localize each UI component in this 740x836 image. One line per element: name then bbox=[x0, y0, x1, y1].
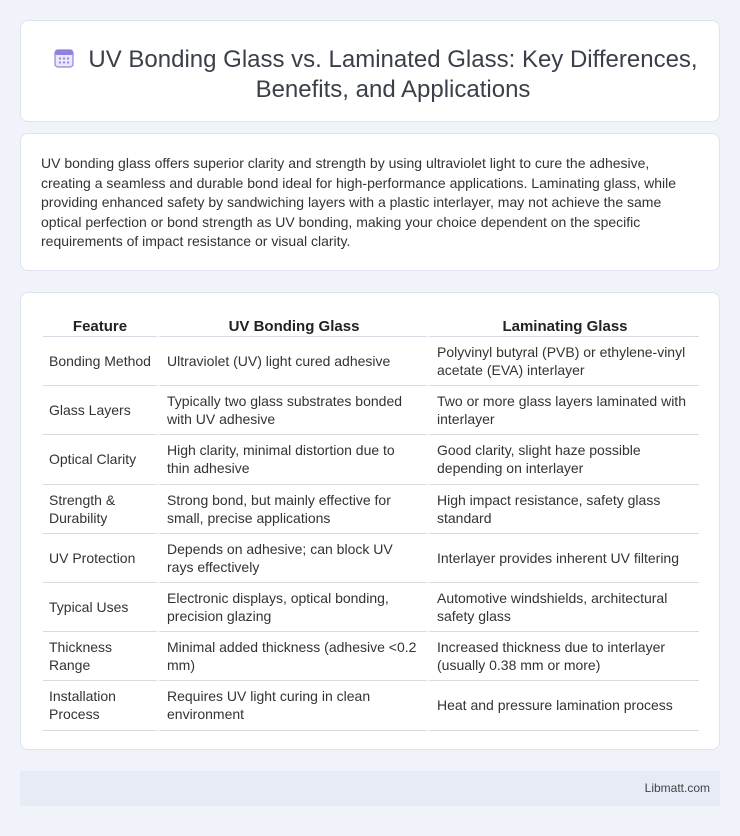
uv-bonding-cell: Minimal added thickness (adhesive <0.2 mm) bbox=[157, 632, 427, 681]
footer bbox=[20, 771, 720, 806]
comparison-table bbox=[43, 315, 699, 731]
uv-bonding-cell: Ultraviolet (UV) light cured adhesive bbox=[157, 337, 427, 386]
column-header-laminating: Laminating Glass bbox=[427, 315, 699, 337]
uv-bonding-cell: Strong bond, but mainly effective for small, precise applications bbox=[157, 485, 427, 534]
laminating-cell: Heat and pressure lamination process bbox=[427, 681, 699, 730]
feature-cell: Bonding Method bbox=[43, 337, 157, 386]
table-row bbox=[43, 435, 699, 484]
uv-bonding-cell: Requires UV light curing in clean environment bbox=[157, 681, 427, 730]
table-row bbox=[43, 632, 699, 681]
table-row bbox=[43, 534, 699, 583]
intro-paragraph: UV bonding glass offers superior clarity and strength by using ultraviolet light to cure the adhesive, creating a seamless and durable bond ideal for high-performance applications. Laminating glass, while providing enhanced safety by sandwiching layers with a plastic interlayer, may not achieve the same optical perfection or bond strength as UV bonding, making your choice dependent on the specific requirements of impact resistance or visual clarity. bbox=[41, 155, 677, 249]
laminating-cell: Automotive windshields, architectural safety glass bbox=[427, 583, 699, 632]
table-row bbox=[43, 337, 699, 386]
uv-bonding-cell: Electronic displays, optical bonding, precision glazing bbox=[157, 583, 427, 632]
page-title: UV Bonding Glass vs. Laminated Glass: Key Differences, Benefits, and Applications bbox=[88, 46, 698, 103]
uv-bonding-cell: High clarity, minimal distortion due to thin adhesive bbox=[157, 435, 427, 484]
footer-site-link[interactable]: Libmatt.com bbox=[644, 781, 710, 795]
title-card bbox=[20, 20, 720, 122]
table-row bbox=[43, 583, 699, 632]
feature-cell: Glass Layers bbox=[43, 386, 157, 435]
feature-cell: Thickness Range bbox=[43, 632, 157, 681]
column-header-feature: Feature bbox=[43, 315, 157, 337]
laminating-cell: High impact resistance, safety glass standard bbox=[427, 485, 699, 534]
table-row bbox=[43, 681, 699, 730]
column-header-uv-bonding: UV Bonding Glass bbox=[157, 315, 427, 337]
table-header-row bbox=[43, 315, 699, 337]
feature-cell: Typical Uses bbox=[43, 583, 157, 632]
intro-card bbox=[20, 133, 720, 271]
laminating-cell: Increased thickness due to interlayer (usually 0.38 mm or more) bbox=[427, 632, 699, 681]
feature-cell: Optical Clarity bbox=[43, 435, 157, 484]
laminating-cell: Good clarity, slight haze possible depending on interlayer bbox=[427, 435, 699, 484]
feature-cell: UV Protection bbox=[43, 534, 157, 583]
feature-cell: Strength & Durability bbox=[43, 485, 157, 534]
laminating-cell: Interlayer provides inherent UV filtering bbox=[427, 534, 699, 583]
table-row bbox=[43, 386, 699, 435]
uv-bonding-cell: Typically two glass substrates bonded with UV adhesive bbox=[157, 386, 427, 435]
feature-cell: Installation Process bbox=[43, 681, 157, 730]
laminating-cell: Polyvinyl butyral (PVB) or ethylene-vinyl acetate (EVA) interlayer bbox=[427, 337, 699, 386]
laminating-cell: Two or more glass layers laminated with interlayer bbox=[427, 386, 699, 435]
table-row bbox=[43, 485, 699, 534]
comparison-table-card bbox=[20, 292, 720, 750]
uv-bonding-cell: Depends on adhesive; can block UV rays effectively bbox=[157, 534, 427, 583]
